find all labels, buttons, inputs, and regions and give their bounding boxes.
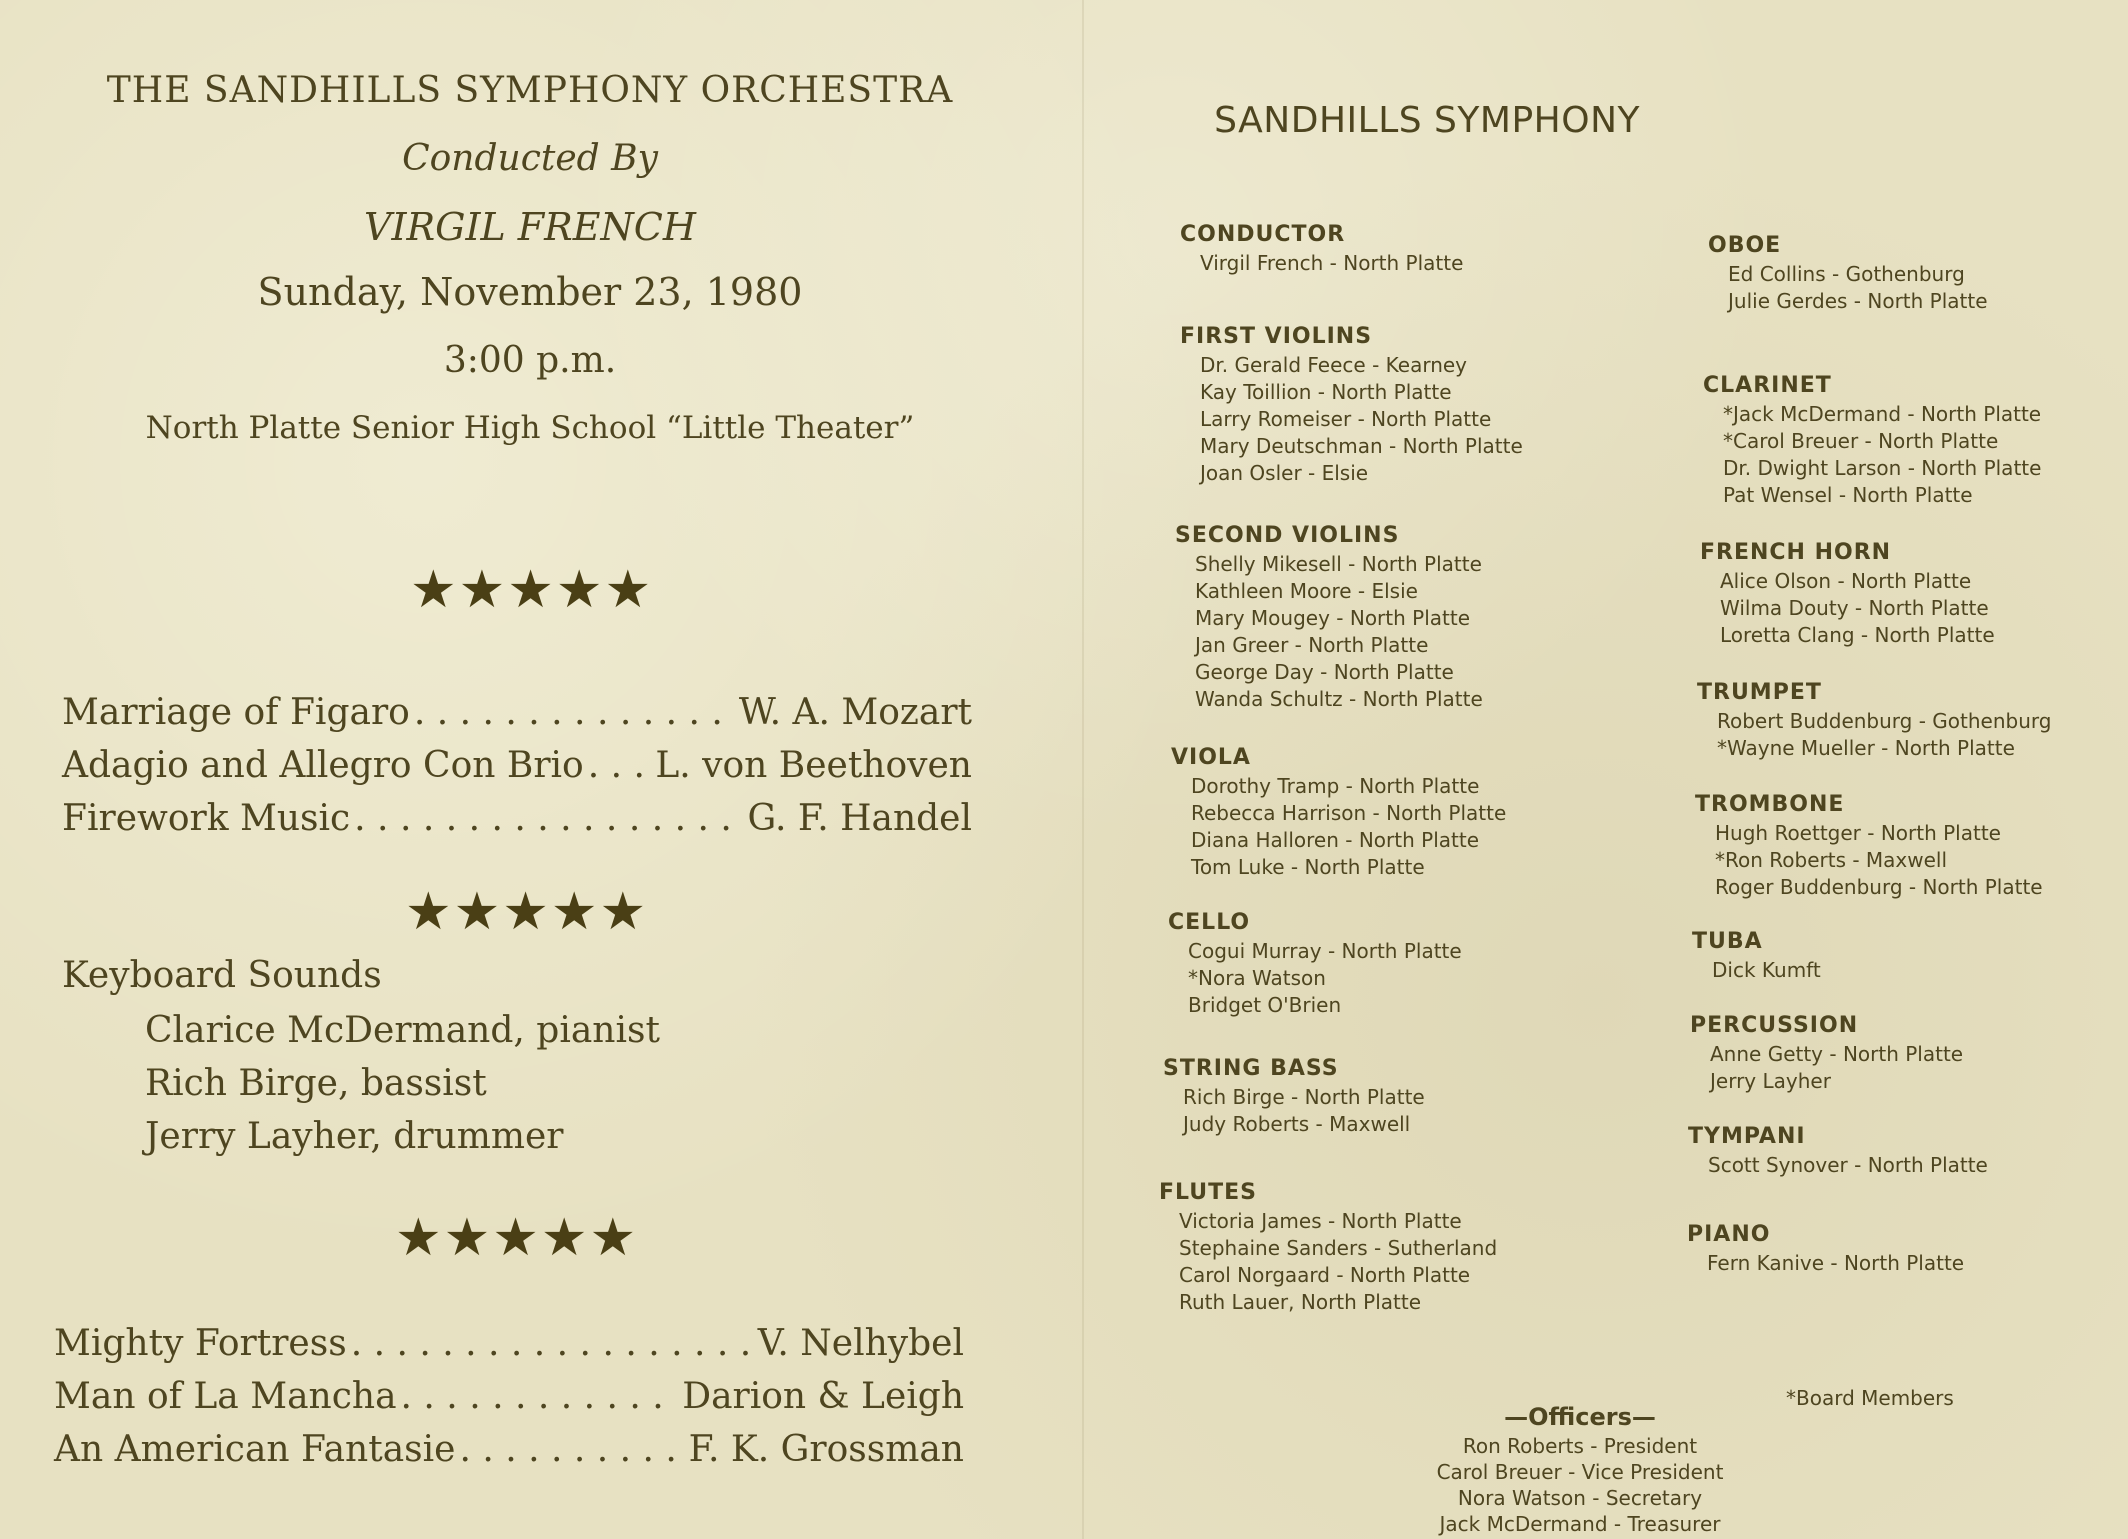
member: Mary Deutschman - North Platte (1200, 434, 1523, 458)
keyboard-member: Jerry Layher, drummer (145, 1116, 564, 1157)
section-piano (1687, 1222, 1964, 1277)
member: Loretta Clang - North Platte (1720, 623, 1995, 647)
member: Ed Collins - Gothenburg (1728, 262, 1965, 286)
officer: Ron Roberts - President (1462, 1434, 1698, 1458)
member: Judy Roberts - Maxwell (1183, 1112, 1411, 1136)
member: Pat Wensel - North Platte (1723, 483, 1973, 507)
member: Dr. Dwight Larson - North Platte (1723, 456, 2042, 480)
section-trombone (1695, 792, 2043, 901)
officer: Jack McDermand - Treasurer (1439, 1512, 1721, 1536)
leader-dots (401, 1376, 679, 1417)
officers-heading: —Officers— (1504, 1403, 1656, 1431)
member: Scott Synover - North Platte (1708, 1153, 1988, 1177)
section-flutes (1159, 1180, 1497, 1316)
composer: G. F. Handel (747, 798, 972, 839)
section-clarinet (1703, 373, 2041, 509)
member: George Day - North Platte (1195, 660, 1454, 684)
section-heading: TRUMPET (1697, 680, 1822, 705)
section-heading: TYMPANI (1688, 1124, 1806, 1149)
composer: L. von Beethoven (655, 745, 972, 786)
member: Robert Buddenburg - Gothenburg (1717, 709, 2052, 733)
section-heading: PERCUSSION (1690, 1013, 1859, 1038)
composer: W. A. Mozart (738, 692, 972, 733)
leader-dots (351, 1323, 754, 1364)
member: Mary Mougey - North Platte (1195, 606, 1471, 630)
section-heading: PIANO (1687, 1222, 1771, 1247)
member: Shelly Mikesell - North Platte (1195, 552, 1482, 576)
section-heading: CLARINET (1703, 373, 1832, 398)
member: Carol Norgaard - North Platte (1179, 1263, 1471, 1287)
piece-title: Man of La Mancha (54, 1376, 397, 1417)
member: Dr. Gerald Feece - Kearney (1200, 353, 1468, 377)
officer: Nora Watson - Secretary (1457, 1486, 1703, 1510)
section-heading: TROMBONE (1695, 792, 1845, 817)
section-heading: SECOND VIOLINS (1175, 523, 1400, 548)
conducted-by: Conducted By (402, 138, 658, 179)
piece-title: Mighty Fortress (54, 1323, 347, 1364)
member: Rebecca Harrison - North Platte (1191, 801, 1507, 825)
piece-title: Adagio and Allegro Con Brio (62, 745, 584, 786)
member: Roger Buddenburg - North Platte (1715, 875, 2043, 899)
concert-venue: North Platte Senior High School “Little Theater” (145, 410, 915, 446)
member: *Carol Breuer - North Platte (1723, 429, 1999, 453)
member: Wanda Schultz - North Platte (1195, 687, 1483, 711)
member: Victoria James - North Platte (1179, 1209, 1462, 1233)
section-heading: CONDUCTOR (1180, 222, 1346, 247)
section-heading: VIOLA (1171, 745, 1251, 770)
board-members-note: *Board Members (1786, 1386, 1954, 1410)
member: Bridget O'Brien (1188, 993, 1342, 1017)
section-heading: FLUTES (1159, 1180, 1258, 1205)
section-tuba (1692, 929, 1821, 984)
conductor-name: VIRGIL FRENCH (364, 205, 696, 249)
program-item (62, 745, 972, 786)
section-heading: STRING BASS (1163, 1056, 1339, 1081)
member: Stephaine Sanders - Sutherland (1179, 1236, 1498, 1260)
member: Julie Gerdes - North Platte (1728, 289, 1988, 313)
member: *Ron Roberts - Maxwell (1715, 848, 1948, 872)
member: Larry Romeiser - North Platte (1200, 407, 1492, 431)
program-item (54, 1323, 964, 1364)
section-first-violins (1180, 324, 1523, 487)
member: Kay Toillion - North Platte (1200, 380, 1452, 404)
member: Virgil French - North Platte (1200, 251, 1464, 275)
section-string-bass (1163, 1056, 1425, 1138)
member: Tom Luke - North Platte (1191, 855, 1425, 879)
concert-time: 3:00 p.m. (443, 340, 617, 381)
section-heading: FRENCH HORN (1700, 540, 1892, 565)
program-panel (0, 0, 1060, 1539)
member: Hugh Roettger - North Platte (1715, 821, 2001, 845)
section-second-violins (1175, 523, 1483, 713)
section-trumpet (1697, 680, 2051, 762)
program-item (62, 692, 972, 733)
program-item (54, 1376, 964, 1417)
stars-divider-1: ★★★★★ (410, 560, 654, 620)
leader-dots (414, 692, 735, 733)
piece-title: Marriage of Figaro (62, 692, 410, 733)
officer: Carol Breuer - Vice President (1436, 1460, 1724, 1484)
program-item (54, 1429, 964, 1470)
section-percussion (1690, 1013, 1963, 1095)
member: Anne Getty - North Platte (1710, 1042, 1964, 1066)
composer: F. K. Grossman (688, 1429, 964, 1470)
page-fold (1082, 0, 1084, 1539)
section-heading: CELLO (1168, 910, 1251, 935)
program-item (62, 798, 972, 839)
leader-dots (354, 798, 743, 839)
member: Jerry Layher (1710, 1069, 1831, 1093)
piece-title: An American Fantasie (54, 1429, 456, 1470)
section-oboe (1708, 233, 1988, 315)
section-heading: OBOE (1708, 233, 1782, 258)
keyboard-sounds-title: Keyboard Sounds (62, 955, 382, 996)
stars-divider-2: ★★★★★ (405, 882, 649, 942)
member: Dick Kumft (1712, 958, 1821, 982)
composer: Darion & Leigh (682, 1376, 964, 1417)
member: Jan Greer - North Platte (1195, 633, 1429, 657)
leader-dots (588, 745, 652, 786)
section-heading: TUBA (1692, 929, 1763, 954)
roster-title: SANDHILLS SYMPHONY (1214, 100, 1640, 141)
section-heading: FIRST VIOLINS (1180, 324, 1373, 349)
member: Alice Olson - North Platte (1720, 569, 1972, 593)
member: Dorothy Tramp - North Platte (1191, 774, 1480, 798)
member: Joan Osler - Elsie (1200, 461, 1369, 485)
member: Diana Halloren - North Platte (1191, 828, 1479, 852)
keyboard-member: Clarice McDermand, pianist (145, 1010, 660, 1051)
keyboard-member: Rich Birge, bassist (145, 1063, 487, 1104)
composer: V. Nelhybel (757, 1323, 964, 1364)
section-french-horn (1700, 540, 1995, 649)
member: Rich Birge - North Platte (1183, 1085, 1425, 1109)
officers-block (1420, 1403, 1740, 1537)
member: *Nora Watson (1188, 966, 1326, 990)
section-conductor (1180, 222, 1463, 277)
member: Fern Kanive - North Platte (1707, 1251, 1965, 1275)
member: *Wayne Mueller - North Platte (1717, 736, 2015, 760)
roster-panel (1100, 0, 2128, 1539)
piece-title: Firework Music (62, 798, 351, 839)
member: Wilma Douty - North Platte (1720, 596, 1989, 620)
section-cello (1168, 910, 1462, 1019)
member: Kathleen Moore - Elsie (1195, 579, 1418, 603)
section-viola (1171, 745, 1506, 881)
member: Ruth Lauer, North Platte (1179, 1290, 1422, 1314)
concert-date: Sunday, November 23, 1980 (257, 270, 803, 314)
stars-divider-3: ★★★★★ (395, 1208, 639, 1268)
orchestra-title: THE SANDHILLS SYMPHONY ORCHESTRA (106, 70, 954, 111)
section-tympani (1688, 1124, 1988, 1179)
leader-dots (459, 1429, 684, 1470)
member: Cogui Murray - North Platte (1188, 939, 1462, 963)
member: *Jack McDermand - North Platte (1723, 402, 2042, 426)
